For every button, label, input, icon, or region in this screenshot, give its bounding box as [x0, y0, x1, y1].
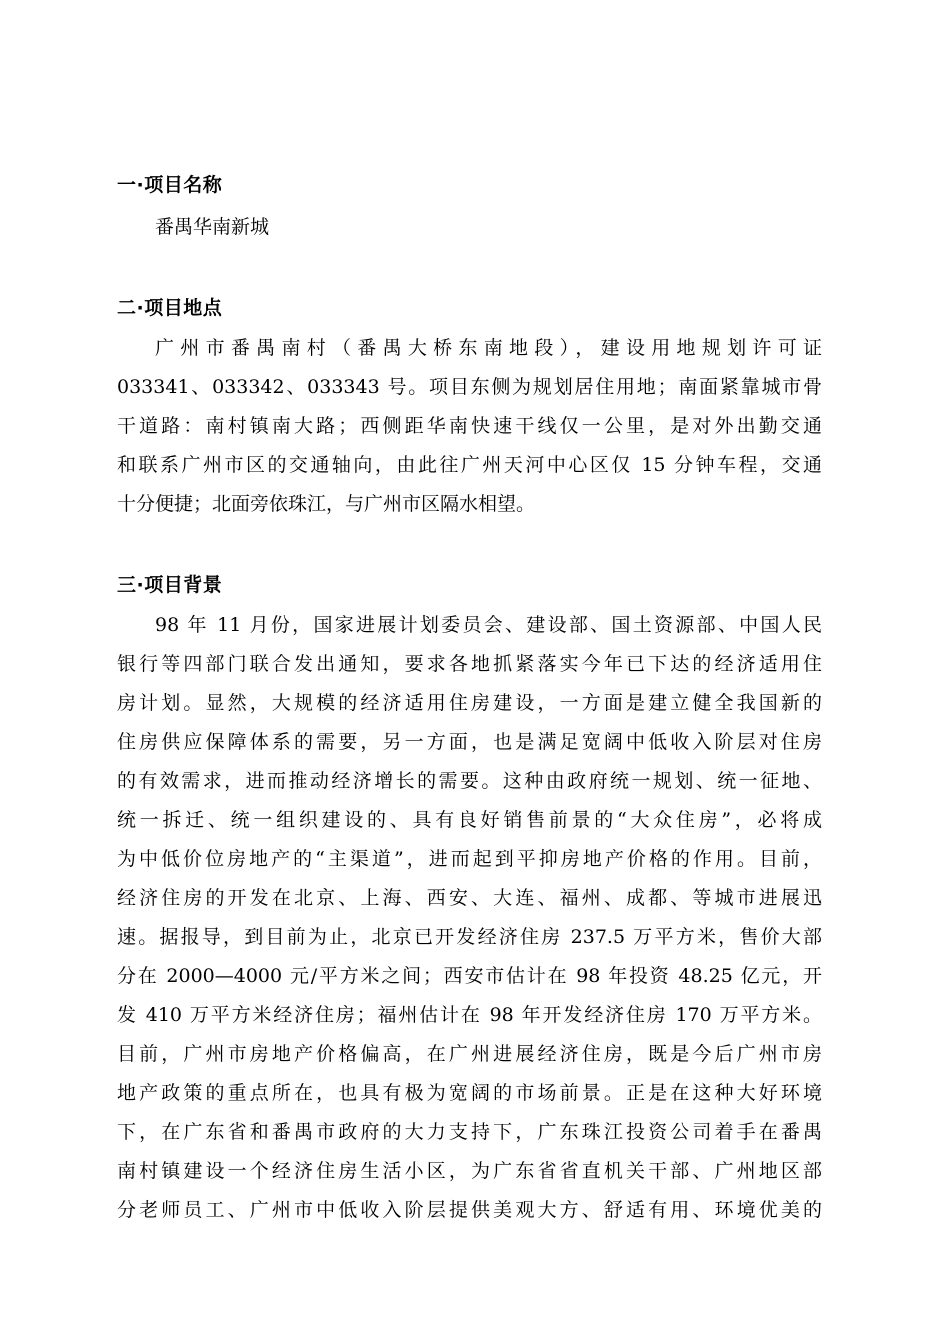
- text-line: 房计划。显然，大规模的经济适用住房建设，一方面是建立健全我国新的: [117, 692, 822, 714]
- text-line: 分在 2000—4000 元/平方米之间；西安市估计在 98 年投资 48.25 亿元，开: [117, 965, 822, 987]
- text-line: 十分便捷；北面旁依珠江，与广州市区隔水相望。: [117, 493, 536, 515]
- text-line: 033341、033342、033343 号。项目东侧为规划居住用地；南面紧靠城市骨: [117, 376, 822, 398]
- section-body-project-background: [117, 606, 822, 1230]
- text-line: 目前，广州市房地产价格偏高，在广州进展经济住房，既是今后广州市房: [117, 1043, 822, 1065]
- section-heading-project-background: 三·项目背景: [117, 574, 223, 596]
- section-heading-project-location: 二·项目地点: [117, 297, 223, 319]
- text-line: 和联系广州市区的交通轴向，由此往广州天河中心区仅 15 分钟车程，交通: [117, 454, 822, 476]
- text-line: 住房供应保障体系的需要，另一方面，也是满足宽阔中低收入阶层对住房: [117, 731, 822, 753]
- text-line: 下，在广东省和番禺市政府的大力支持下，广东珠江投资公司着手在番禺: [117, 1121, 822, 1143]
- text-line: 的有效需求，进而推动经济增长的需要。这种由政府统一规划、统一征地、: [117, 770, 822, 792]
- text-line: 统一拆迁、统一组织建设的、具有良好销售前景的“大众住房”，必将成: [117, 809, 822, 831]
- text-line: 速。据报导，到目前为止，北京已开发经济住房 237.5 万平方米，售价大部: [117, 926, 822, 948]
- text-line: 地产政策的重点所在，也具有极为宽阔的市场前景。正是在这种大好环境: [117, 1082, 822, 1104]
- text-line: 经济住房的开发在北京、上海、西安、大连、福州、成都、等城市进展迅: [117, 887, 822, 909]
- text-line: 98 年 11 月份，国家进展计划委员会、建设部、国土资源部、中国人民: [155, 614, 822, 636]
- text-line: 广州市番禺南村（番禺大桥东南地段），建设用地规划许可证: [155, 337, 822, 359]
- section-body-project-name: [117, 208, 822, 247]
- section-heading-project-name: 一·项目名称: [117, 174, 223, 196]
- section-body-project-location: [117, 329, 822, 524]
- text-line: 番禺华南新城: [155, 216, 270, 238]
- text-line: 分老师员工、广州市中低收入阶层提供美观大方、舒适有用、环境优美的: [117, 1199, 822, 1221]
- document-page: [117, 170, 822, 1230]
- text-line: 发 410 万平方米经济住房；福州估计在 98 年开发经济住房 170 万平方米。: [117, 1004, 822, 1026]
- text-line: 干道路：南村镇南大路；西侧距华南快速干线仅一公里，是对外出勤交通: [117, 415, 822, 437]
- text-line: 南村镇建设一个经济住房生活小区，为广东省省直机关干部、广州地区部: [117, 1160, 822, 1182]
- text-line: 银行等四部门联合发出通知，要求各地抓紧落实今年已下达的经济适用住: [117, 653, 822, 675]
- text-line: 为中低价位房地产的“主渠道”，进而起到平抑房地产价格的作用。目前，: [117, 848, 822, 870]
